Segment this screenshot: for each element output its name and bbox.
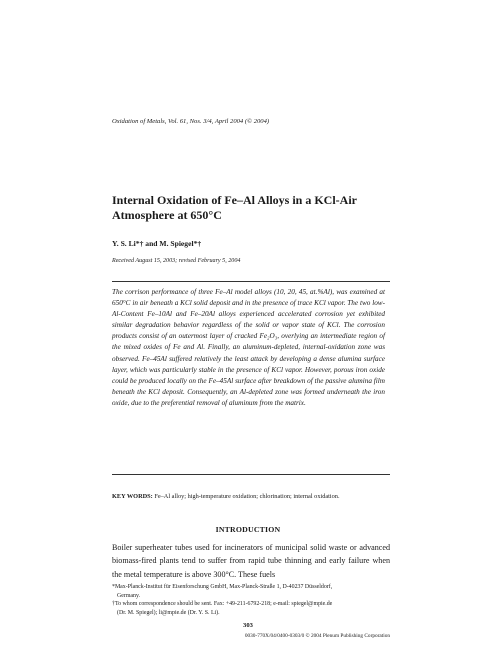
abstract-top-rule: [112, 281, 390, 282]
keywords-text: Fe–Al alloy; high-temperature oxidation; chlorination; internal oxidation.: [152, 493, 340, 500]
copyright-line: 0030-770X/04/0400-0303/0 © 2004 Plenum Publishing Corporation: [244, 633, 390, 639]
abstract-bottom-rule: [112, 474, 390, 475]
footnote-correspondence-line-1: †To whom correspondence should be sent. Fax: +49-211-6792-218; e-mail: spiegel@mpie.de: [112, 601, 333, 608]
introduction-paragraph: Boiler superheater tubes used for incinerators of municipal solid waste or advanced biomass-fired plants tend to suffer from rapid tube thinning and early failure when the metal temperature is above 300°C. These fuels: [112, 543, 390, 579]
journal-citation: Oxidation of Metals, Vol. 61, Nos. 3/4, April 2004 (© 2004): [112, 118, 270, 125]
footnote-affiliation-line-2: Germany.: [117, 592, 141, 599]
footnote-affiliation: [112, 583, 390, 600]
page-number: 303: [243, 622, 253, 629]
footnotes: [112, 583, 390, 617]
paper-title: [112, 193, 412, 223]
footnote-correspondence: [112, 600, 390, 617]
keywords-label: KEY WORDS:: [112, 493, 153, 500]
keywords: [112, 493, 412, 500]
footnote-correspondence-line-2: (Dr. M. Spiegel); li@mpie.de (Dr. Y. S. Li).: [117, 609, 220, 616]
author-list: Y. S. Li*† and M. Spiegel*†: [112, 239, 202, 248]
received-dates: Received August 15, 2003; revised February 5, 2004: [112, 258, 241, 264]
section-heading-introduction: INTRODUCTION: [215, 525, 281, 534]
footnote-affiliation-line-1: *Max-Planck-Institut für Eisenforschung GmbH, Max-Planck-Straße 1, D-40237 Düsseldorf,: [112, 584, 333, 590]
title-line-1: Internal Oxidation of Fe–Al Alloys in a KCl-Air: [112, 193, 358, 207]
title-line-2: Atmosphere at 650°C: [112, 208, 222, 222]
abstract-text: The corrison performance of three Fe–Al model alloys (10, 20, 45, at.%Al), was examined at 650°C in air beneath a KCl solid deposit and in the presence of trace KCl vapor. The two low-Al-Content Fe–10Al and Fe–20Al alloys experienced accelerated corrosion yet exhibited similar degradation behavior regardless of the solid or vapor state of KCl. The corrosion products consist of an outermost layer of cracked Fe₂O₃, overlying an intermediate region of the mixed oxides of Fe and Al. Finally, an aluminum-depleted, internal-oxidation zone was observed. Fe–45Al suffered relatively the least attack by developing a dense alumina surface layer, which was particularly stable in the presence of KCl vapor. However, porous iron oxide could be produced locally on the Fe–45Al surface after breakdown of the passive alumina film beneath the KCl deposit. Consequently, an Al-depleted zone was formed underneath the iron oxide, due to the preferential removal of aluminum from the matrix.: [112, 288, 385, 407]
